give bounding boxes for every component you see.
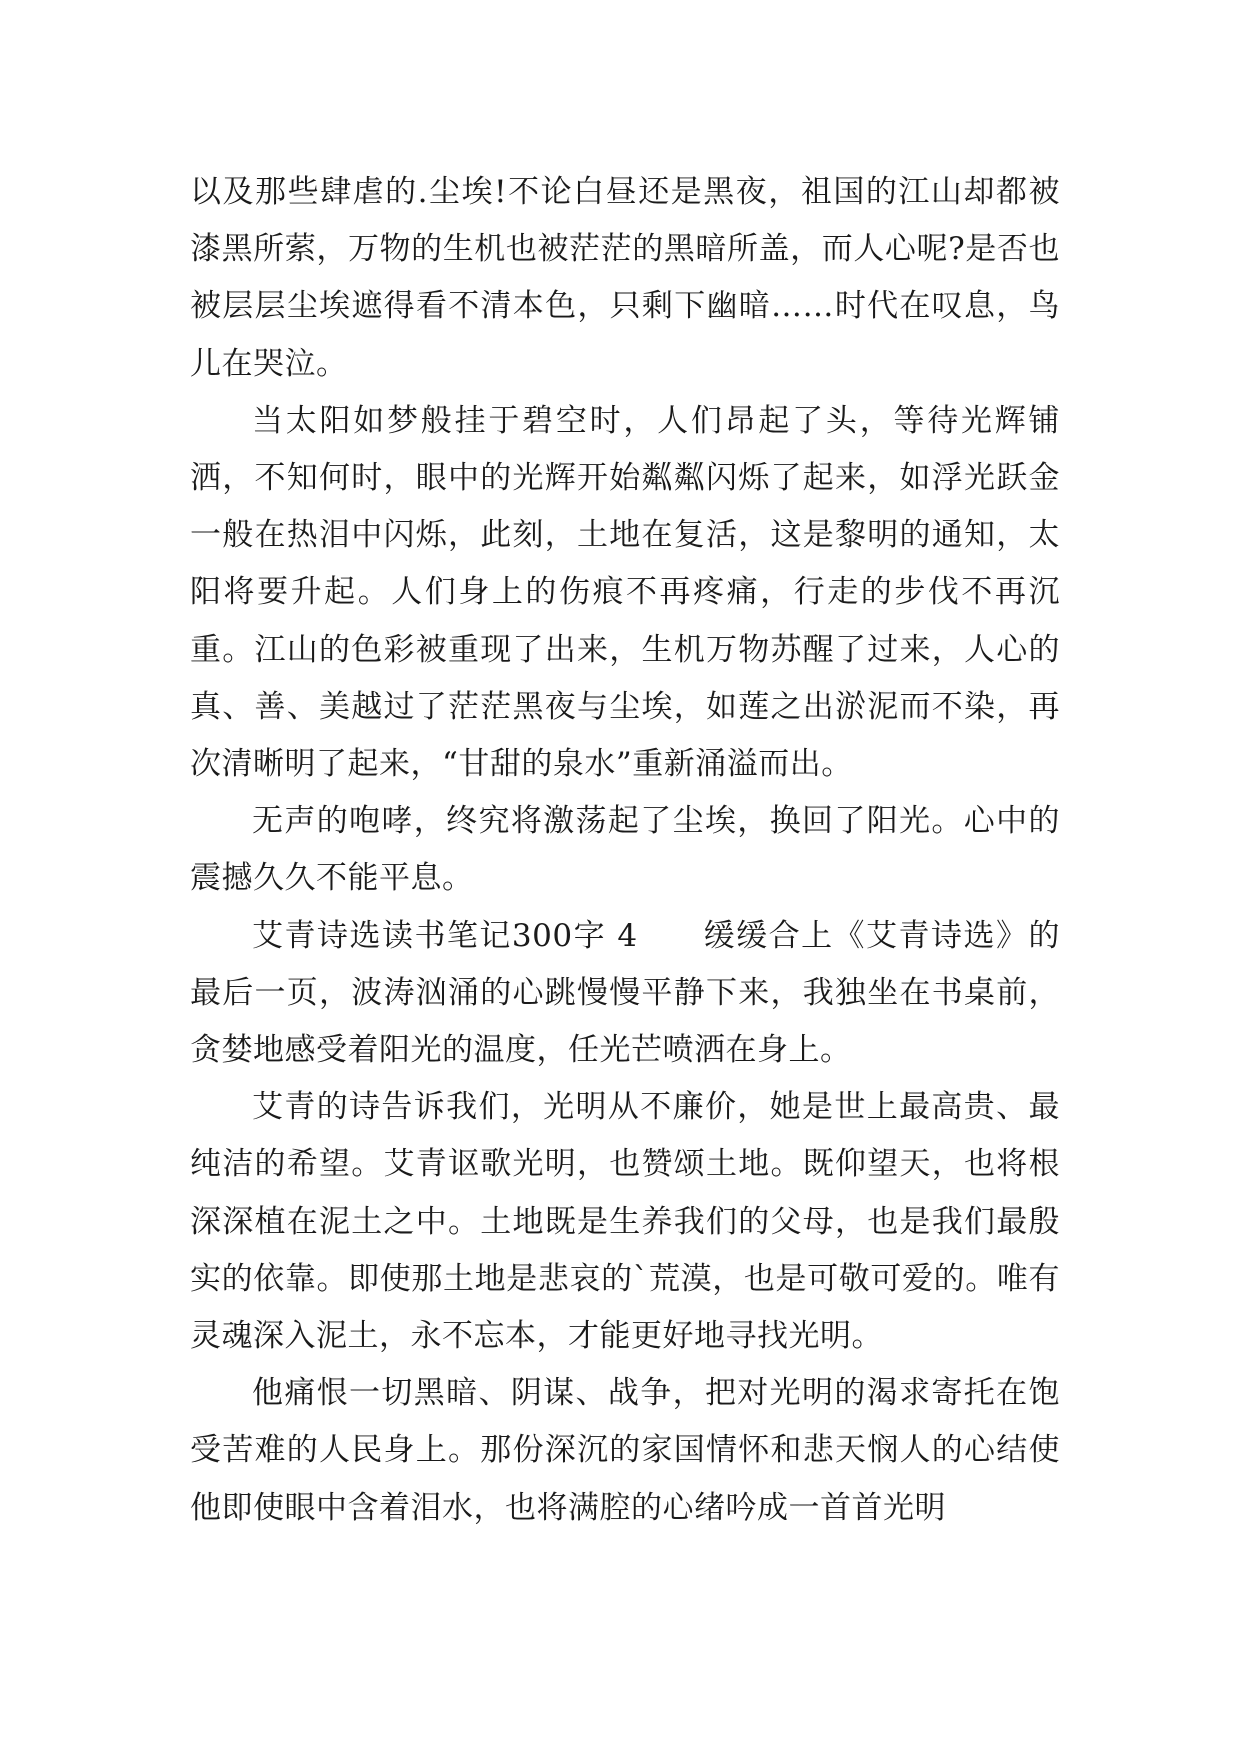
paragraph-3: 无声的咆哮，终究将激荡起了尘埃，换回了阳光。心中的震撼久久不能平息。 bbox=[190, 803, 1060, 897]
paragraph-2: 当太阳如梦般挂于碧空时，人们昂起了头，等待光辉铺洒，不知何时，眼中的光辉开始粼粼闪烁了起来，如浮光跃金一般在热泪中闪烁，此刻，土地在复活，这是黎明的通知，太阳将要升起。人们身上的伤痕不再疼痛，行走的步伐不再沉重。江山的色彩被重现了出来，生机万物苏醒了过来，人心的真、善、美越过了茫茫黑夜与尘埃，如莲之出淤泥而不染，再次清晰明了起来，“甘甜的泉水”重新涌溢而出。 bbox=[190, 402, 1060, 783]
document-body bbox=[190, 164, 1060, 1537]
paragraph-1: 以及那些肆虐的.尘埃!不论白昼还是黑夜，祖国的江山却都被漆黑所萦，万物的生机也被茫茫的黑暗所盖，而人心呢?是否也被层层尘埃遮得看不清本色，只剩下幽暗……时代在叹息，鸟儿在哭泣。 bbox=[190, 174, 1060, 382]
paragraph-6: 他痛恨一切黑暗、阴谋、战争，把对光明的渴求寄托在饱受苦难的人民身上。那份深沉的家国情怀和悲天悯人的心结使他即使眼中含着泪水，也将满腔的心绪吟成一首首光明 bbox=[190, 1375, 1060, 1526]
paragraph-4: 艾青诗选读书笔记300字 4 缓缓合上《艾青诗选》的最后一页，波涛汹涌的心跳慢慢平静下来，我独坐在书桌前，贪婪地感受着阳光的温度，任光芒喷洒在身上。 bbox=[190, 917, 1060, 1069]
paragraph-5: 艾青的诗告诉我们，光明从不廉价，她是世上最高贵、最纯洁的希望。艾青讴歌光明，也赞颂土地。既仰望天，也将根深深植在泥土之中。土地既是生养我们的父母，也是我们最殷实的依靠。即使那土地是悲哀的`荒漠，也是可敬可爱的。唯有灵魂深入泥土，永不忘本，才能更好地寻找光明。 bbox=[190, 1089, 1060, 1355]
